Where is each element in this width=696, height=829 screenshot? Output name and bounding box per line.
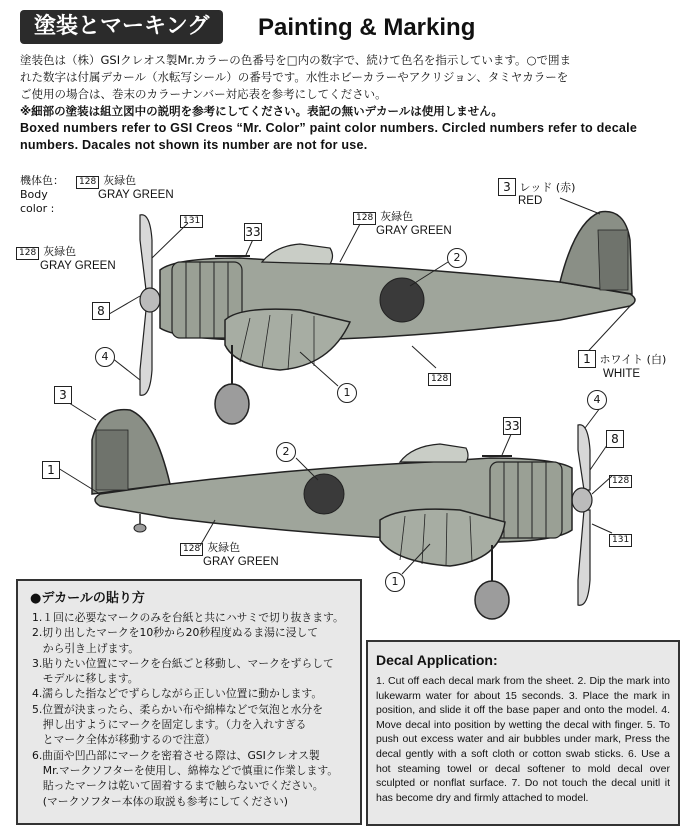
jp-step: (マークソフター本体の取説も参考にしてください) — [32, 794, 288, 808]
gg-bottom-en: GRAY GREEN — [203, 556, 279, 568]
gg-top-number: 128 — [353, 212, 376, 225]
jp-step: モデルに移します。 — [32, 672, 139, 686]
jp-step: 押し出すようにマークを固定します。（力を入れすぎる — [32, 718, 307, 732]
body-color-name-en: GRAY GREEN — [98, 189, 174, 201]
gg-top-en: GRAY GREEN — [376, 225, 452, 237]
p1-decal-2: 2 — [447, 248, 467, 268]
jp-step: 3.貼りたい位置にマークを台紙ごと移動し、マークをずらして — [32, 656, 334, 670]
body-color-name-jp: 灰緑色 — [103, 174, 137, 187]
en-panel-title: Decal Application: — [376, 652, 498, 668]
gg-top-jp: 灰緑色 — [380, 210, 414, 223]
gg-left-en: GRAY GREEN — [40, 260, 116, 272]
en-section-title: Painting & Marking — [258, 14, 476, 41]
en-decal-instructions — [366, 640, 680, 826]
jp-section-title: 塗装とマーキング — [20, 10, 223, 44]
gg-left-jp: 灰緑色 — [43, 245, 77, 258]
jp-step: 4.濡らした指などでずらしながら正しい位置に動かします。 — [32, 687, 323, 701]
callout-white — [578, 350, 666, 368]
p2-decal-4: 4 — [587, 390, 607, 410]
p1-decal-1: 1 — [337, 383, 357, 403]
callout-gg-left — [16, 245, 76, 260]
p2-box-8: 8 — [606, 430, 624, 448]
callout-gg-top — [353, 210, 413, 225]
intro-jp-line1: 塗装色は（株）GSIクレオス製Mr.カラーの色番号を□内の数字で、続けて色名を指示しています。○で囲ま — [20, 53, 571, 67]
p2-decal-2: 2 — [276, 442, 296, 462]
gg-bottom-jp: 灰緑色 — [207, 541, 241, 554]
p2-box-1: 1 — [42, 461, 60, 479]
p2-decal-1: 1 — [385, 572, 405, 592]
white-en: WHITE — [603, 368, 641, 380]
white-jp: ホワイト (白) — [599, 353, 667, 366]
jp-step: 2.切り出したマークを10秒から20秒程度ぬるま湯に浸して — [32, 626, 319, 640]
p2-box-128: 128 — [609, 475, 632, 488]
p1-box-131: 131 — [180, 215, 203, 228]
p1-box-33: 33 — [245, 225, 261, 239]
gg-bottom-number: 128 — [180, 543, 203, 556]
red-jp: レッド (赤) — [519, 181, 576, 194]
white-paint-number: 1 — [578, 350, 596, 368]
callout-gg-bottom — [180, 541, 240, 556]
upper-aircraft — [104, 198, 635, 424]
p2-box-3: 3 — [54, 386, 72, 404]
body-color-swatch — [76, 174, 136, 189]
jp-panel-title: ●デカールの貼り方 — [30, 591, 145, 606]
jp-step: 5.位置が決まったら、柔らかい布や綿棒などで気泡と水分を — [32, 702, 324, 716]
intro-en-line2: numbers. Dacales not shown its number are not for use. — [20, 138, 368, 152]
callout-red — [498, 178, 575, 196]
intro-jp-note: ※細部の塗装は組立図中の説明を参考にしてください。表記の無いデカールは使用しません。 — [20, 104, 503, 118]
en-panel-text: 1. Cut off each decal mark from the sheet. 2. Dip the mark into lukewarm water for about 15 seconds. 3. Place the mark in position, and slide it off the base paper and onto the model. 4. Move decal into position by wetting the decal with finger. 5. To push out excess water and air bubbles under mark, Press the decal gently with a soft cloth or cotton swab sticks. 6. Use a hot steaming towel or decal softener to mold decal over sculpted or nonflat surface. 7. Do not touch the decal unitl it has become dry and firmly attached to model. — [376, 675, 670, 804]
p1-box-8: 8 — [92, 302, 110, 320]
jp-step: から引き上げます。 — [32, 641, 140, 655]
p1-box-128: 128 — [428, 373, 451, 386]
jp-step: 1.１回に必要なマークのみを台紙と共にハサミで切り抜きます。 — [32, 611, 344, 624]
jp-decal-instructions — [16, 579, 362, 825]
jp-step: 6.曲面や凹凸部にマークを密着させる際は、GSIクレオス製 — [32, 748, 320, 762]
p2-box-33: 33 — [504, 419, 520, 433]
jp-step: とマーク全体が移動するので注意） — [32, 733, 216, 747]
intro-en-line1: Boxed numbers refer to GSI Creos “Mr. Color” paint color numbers. Circled numbers refer to decale — [20, 121, 638, 135]
jp-step: 貼ったマークは乾いて固着するまで触らないでください。 — [32, 779, 324, 793]
body-color-en1: Body — [20, 188, 48, 201]
p1-decal-4: 4 — [95, 347, 115, 367]
red-paint-number: 3 — [498, 178, 516, 196]
body-color-number: 128 — [76, 176, 99, 189]
jp-step: Mr.マークソフターを使用し、綿棒などで慎重に作業します。 — [32, 763, 339, 777]
intro-jp-line3: ご使用の場合は、巻末のカラーナンバー対応表を参考にしてください。 — [20, 87, 387, 101]
body-color-jp: 機体色： — [20, 174, 64, 187]
red-en: RED — [518, 195, 543, 207]
intro-jp-line2: れた数字は付属デカール（水転写シール）の番号です。水性ホビーカラーやアクリジョン、タミヤカラーを — [20, 70, 569, 84]
gg-left-number: 128 — [16, 247, 39, 260]
body-color-en2: color : — [20, 202, 55, 215]
p2-box-131: 131 — [609, 534, 632, 547]
